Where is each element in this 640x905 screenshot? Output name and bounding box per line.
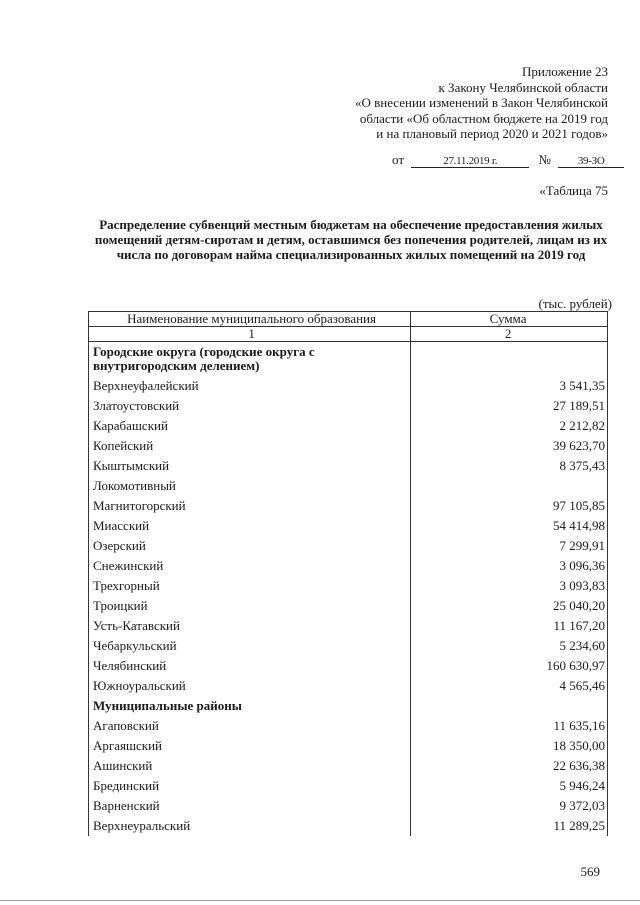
table-row	[89, 676, 608, 696]
table-row	[89, 716, 608, 736]
header-line-3: «О внесении изменений в Закон Челябинской	[354, 95, 608, 110]
municipality-name: Аргаяшский	[89, 736, 411, 756]
law-number: 39-ЗО	[558, 155, 624, 168]
header-line-1: Приложение 23	[521, 64, 608, 79]
subsidy-amount: 4 565,46	[411, 676, 608, 696]
table-row	[89, 556, 608, 576]
bottom-divider	[0, 900, 640, 901]
table-row	[89, 376, 608, 396]
number-label: №	[538, 152, 551, 167]
subsidy-amount: 160 630,97	[411, 656, 608, 676]
municipality-name: Южноуральский	[89, 676, 411, 696]
subsidy-amount: 27 189,51	[411, 396, 608, 416]
subsidy-amount: 3 541,35	[411, 376, 608, 396]
table-row	[89, 496, 608, 516]
table-row	[89, 736, 608, 756]
table-row	[89, 576, 608, 596]
table-row	[89, 416, 608, 436]
municipality-name: Копейский	[89, 436, 411, 456]
table-row	[89, 776, 608, 796]
table-row	[89, 756, 608, 776]
table-row	[89, 436, 608, 456]
subsidy-amount: 11 289,25	[411, 816, 608, 836]
table-label: «Таблица 75	[539, 183, 608, 198]
table-row	[89, 456, 608, 476]
group-sum-cell	[411, 696, 608, 716]
header-line-5: и на плановый период 2020 и 2021 годов»	[376, 126, 608, 141]
municipality-name: Локомотивный	[89, 476, 411, 496]
subsidy-amount: 3 093,83	[411, 576, 608, 596]
table-row	[89, 476, 608, 496]
subsidy-amount: 97 105,85	[411, 496, 608, 516]
subsidy-amount: 18 350,00	[411, 736, 608, 756]
municipality-name: Озерский	[89, 536, 411, 556]
subsidy-amount	[411, 476, 608, 496]
header-line-2: к Закону Челябинской области	[438, 79, 608, 95]
municipality-name: Трехгорный	[89, 576, 411, 596]
table-row	[89, 616, 608, 636]
units-label: (тыс. рублей)	[538, 296, 612, 311]
subsidy-amount: 11 167,20	[411, 616, 608, 636]
municipality-name: Челябинский	[89, 656, 411, 676]
header-line-4: области «Об областном бюджете на 2019 год	[359, 110, 608, 126]
table-row	[89, 516, 608, 536]
subsidy-amount: 54 414,98	[411, 516, 608, 536]
subsidy-amount: 2 212,82	[411, 416, 608, 436]
table-row	[89, 396, 608, 416]
table-row	[89, 596, 608, 616]
municipality-name: Миасский	[89, 516, 411, 536]
municipality-name: Агаповский	[89, 716, 411, 736]
appendix-header	[355, 64, 608, 142]
law-date: 27.11.2019 г.	[411, 155, 529, 168]
column-number-1: 1	[89, 327, 411, 342]
municipality-name: Златоустовский	[89, 396, 411, 416]
subsidy-amount: 8 375,43	[411, 456, 608, 476]
law-signature-line	[392, 152, 624, 168]
page-number: 569	[580, 864, 600, 879]
subsidy-amount: 5 234,60	[411, 636, 608, 656]
municipality-name: Кыштымский	[89, 456, 411, 476]
table-row	[89, 796, 608, 816]
document-title: Распределение субвенций местным бюджетам на обеспечение предоставления жилых помещений детям-сиротам и детям, оставшимся без попечения родителей, лицам из их числа по договорам найма специализированных жилых помещений на 2019 год	[94, 217, 608, 262]
subsidy-amount: 9 372,03	[411, 796, 608, 816]
municipality-name: Брединский	[89, 776, 411, 796]
subsidy-amount: 7 299,91	[411, 536, 608, 556]
subsidy-amount: 22 636,38	[411, 756, 608, 776]
subsidy-amount: 3 096,36	[411, 556, 608, 576]
municipality-name: Троицкий	[89, 596, 411, 616]
municipality-name: Магнитогорский	[89, 496, 411, 516]
group-row	[89, 696, 608, 716]
subsidy-amount: 25 040,20	[411, 596, 608, 616]
municipality-name: Карабашский	[89, 416, 411, 436]
column-number-2: 2	[411, 327, 608, 342]
municipality-name: Снежинский	[89, 556, 411, 576]
table-row	[89, 816, 608, 836]
municipality-name: Верхнеуральский	[89, 816, 411, 836]
municipality-name: Ашинский	[89, 756, 411, 776]
municipality-name: Верхнеуфалейский	[89, 376, 411, 396]
subsidy-amount: 39 623,70	[411, 436, 608, 456]
group-title: Городские округа (городские округа с внутригородским делением)	[89, 342, 411, 377]
column-header-sum: Сумма	[411, 312, 608, 327]
table-row	[89, 536, 608, 556]
municipality-name: Варненский	[89, 796, 411, 816]
group-sum-cell	[411, 342, 608, 377]
ot-label: от	[392, 152, 405, 167]
subsidy-table	[88, 311, 608, 836]
subsidy-amount: 11 635,16	[411, 716, 608, 736]
table-row	[89, 636, 608, 656]
subsidy-amount: 5 946,24	[411, 776, 608, 796]
table-row	[89, 656, 608, 676]
municipality-name: Чебаркульский	[89, 636, 411, 656]
group-title: Муниципальные районы	[89, 696, 411, 716]
group-row	[89, 342, 608, 377]
column-header-name: Наименование муниципального образования	[89, 312, 411, 327]
municipality-name: Усть-Катавский	[89, 616, 411, 636]
